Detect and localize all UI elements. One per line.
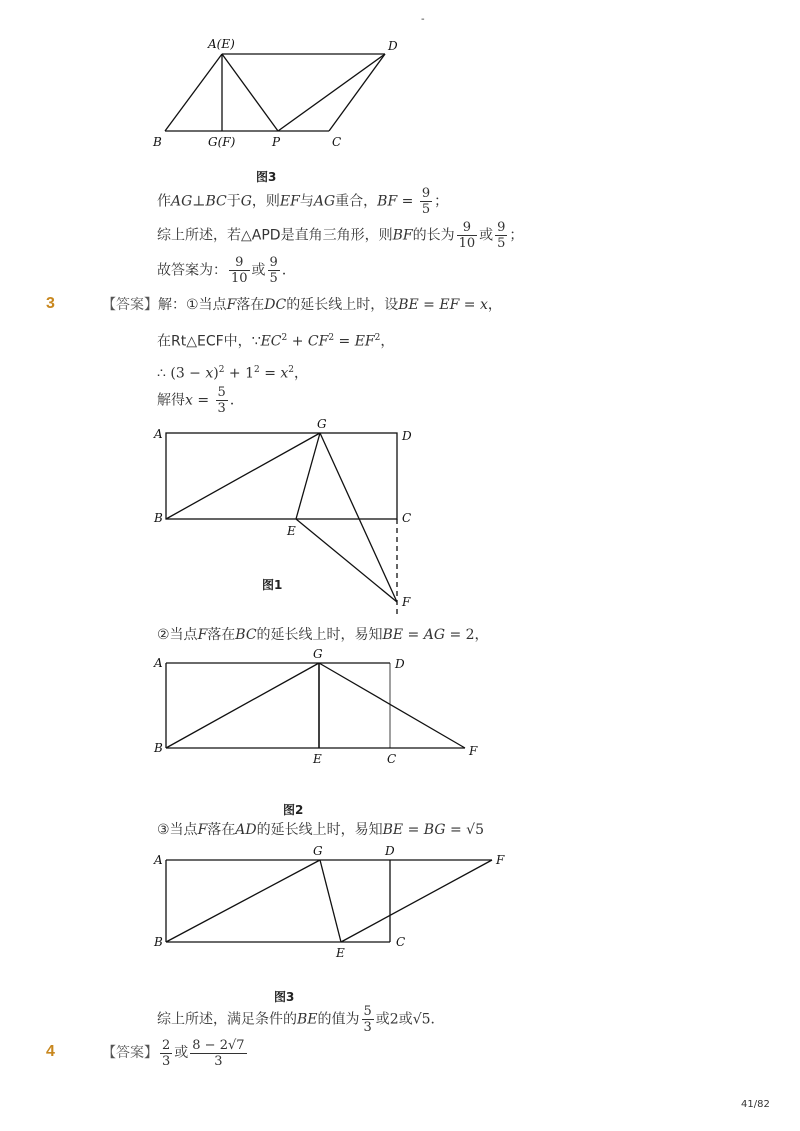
text-line-perpendicular: 作AG⊥BC于G，则EF与AG重合，BF = $\frac{9}{5}$ ； <box>157 186 449 217</box>
figure-caption-1: 图1 <box>262 578 283 592</box>
fraction: $\frac{9}{5}$ <box>269 255 278 286</box>
answer-tag: 【答案】 <box>102 1045 158 1061</box>
fig3-label-F: F <box>496 853 505 867</box>
label-B: B <box>153 135 162 149</box>
fig3-label-D: D <box>385 844 395 858</box>
figure-caption-top: 图3 <box>256 170 277 184</box>
q3-line-6: ③当点F落在AD的延长线上时，易知BE = BG = √5 <box>157 822 484 838</box>
q3-line-1: 【答案】解：①当点F落在DC的延长线上时，设BE = EF = x， <box>102 297 502 313</box>
fraction: $\frac{2}{3}$ <box>162 1037 171 1069</box>
fig1-label-D: D <box>402 429 412 443</box>
q3-line-4: 解得x = $\frac{5}{3}$ ． <box>157 385 244 416</box>
fraction: $\frac{8 - 2√7}{3}$ <box>192 1037 245 1069</box>
label-G-F: G(F) <box>208 135 236 149</box>
fig2-label-B: B <box>154 741 163 755</box>
fig3-label-B: B <box>154 935 163 949</box>
question-number-3: 3 <box>46 295 55 312</box>
text-line-summary: 综上所述，若△APD是直角三角形，则BF的长为 $\frac{9}{10}$ 或 $\frac{9}{5}$ ； <box>157 220 524 251</box>
page-number: 41/82 <box>741 1099 770 1110</box>
fig3-label-A: A <box>154 853 163 867</box>
figure-caption-2: 图2 <box>283 803 304 817</box>
fig1-label-G: G <box>317 417 327 431</box>
fig3-label-E: E <box>336 946 345 960</box>
label-A-E: A(E) <box>208 37 235 51</box>
q3-line-3: ∴ $(3 - x)^2 + 1^2 = x^2$， <box>157 365 309 382</box>
fig1-label-C: C <box>402 511 412 525</box>
fig2-label-D: D <box>395 657 405 671</box>
fig1-label-F: F <box>402 595 411 609</box>
fig1-label-A: A <box>154 427 163 441</box>
header-mark: - <box>421 14 425 25</box>
label-D: D <box>388 39 398 53</box>
fraction: $\frac{5}{3}$ <box>363 1004 372 1035</box>
fig3-label-C: C <box>396 935 406 949</box>
fig1-label-E: E <box>287 524 296 538</box>
label-C: C <box>332 135 342 149</box>
q3-line-5: ②当点F落在BC的延长线上时，易知BE = AG = 2， <box>157 627 489 643</box>
fraction: $\frac{9}{10}$ <box>458 220 476 251</box>
fraction: $\frac{9}{10}$ <box>231 255 248 286</box>
fraction: $\frac{5}{3}$ <box>217 385 226 416</box>
fig2-label-C: C <box>387 752 397 766</box>
fig2-label-F: F <box>469 744 478 758</box>
fig2-label-A: A <box>154 656 163 670</box>
fig3-label-G: G <box>313 844 323 858</box>
question-number-4: 4 <box>46 1043 55 1060</box>
figure-caption-3: 图3 <box>274 990 295 1004</box>
fig2-label-G: G <box>313 647 323 661</box>
fraction: $\frac{9}{5}$ <box>421 186 431 217</box>
q3-line-7: 综上所述，满足条件的BE的值为 $\frac{5}{3}$ 或2或√5． <box>157 1004 445 1035</box>
answer-tag: 【答案】 <box>102 297 158 313</box>
label-P: P <box>272 135 281 149</box>
q3-line-2: 在Rt△ECF中，$\because EC^2 + CF^2 = EF^2$， <box>157 333 395 350</box>
fraction: $\frac{9}{5}$ <box>497 220 506 251</box>
fig1-label-B: B <box>154 511 163 525</box>
fig2-label-E: E <box>313 752 322 766</box>
q4-answer: 【答案】 $\frac{2}{3}$ 或 $\frac{8 - 2√7}{3}$ <box>102 1037 245 1069</box>
text-line-answer: 故答案为： $\frac{9}{10}$ 或 $\frac{9}{5}$ ． <box>157 255 296 286</box>
